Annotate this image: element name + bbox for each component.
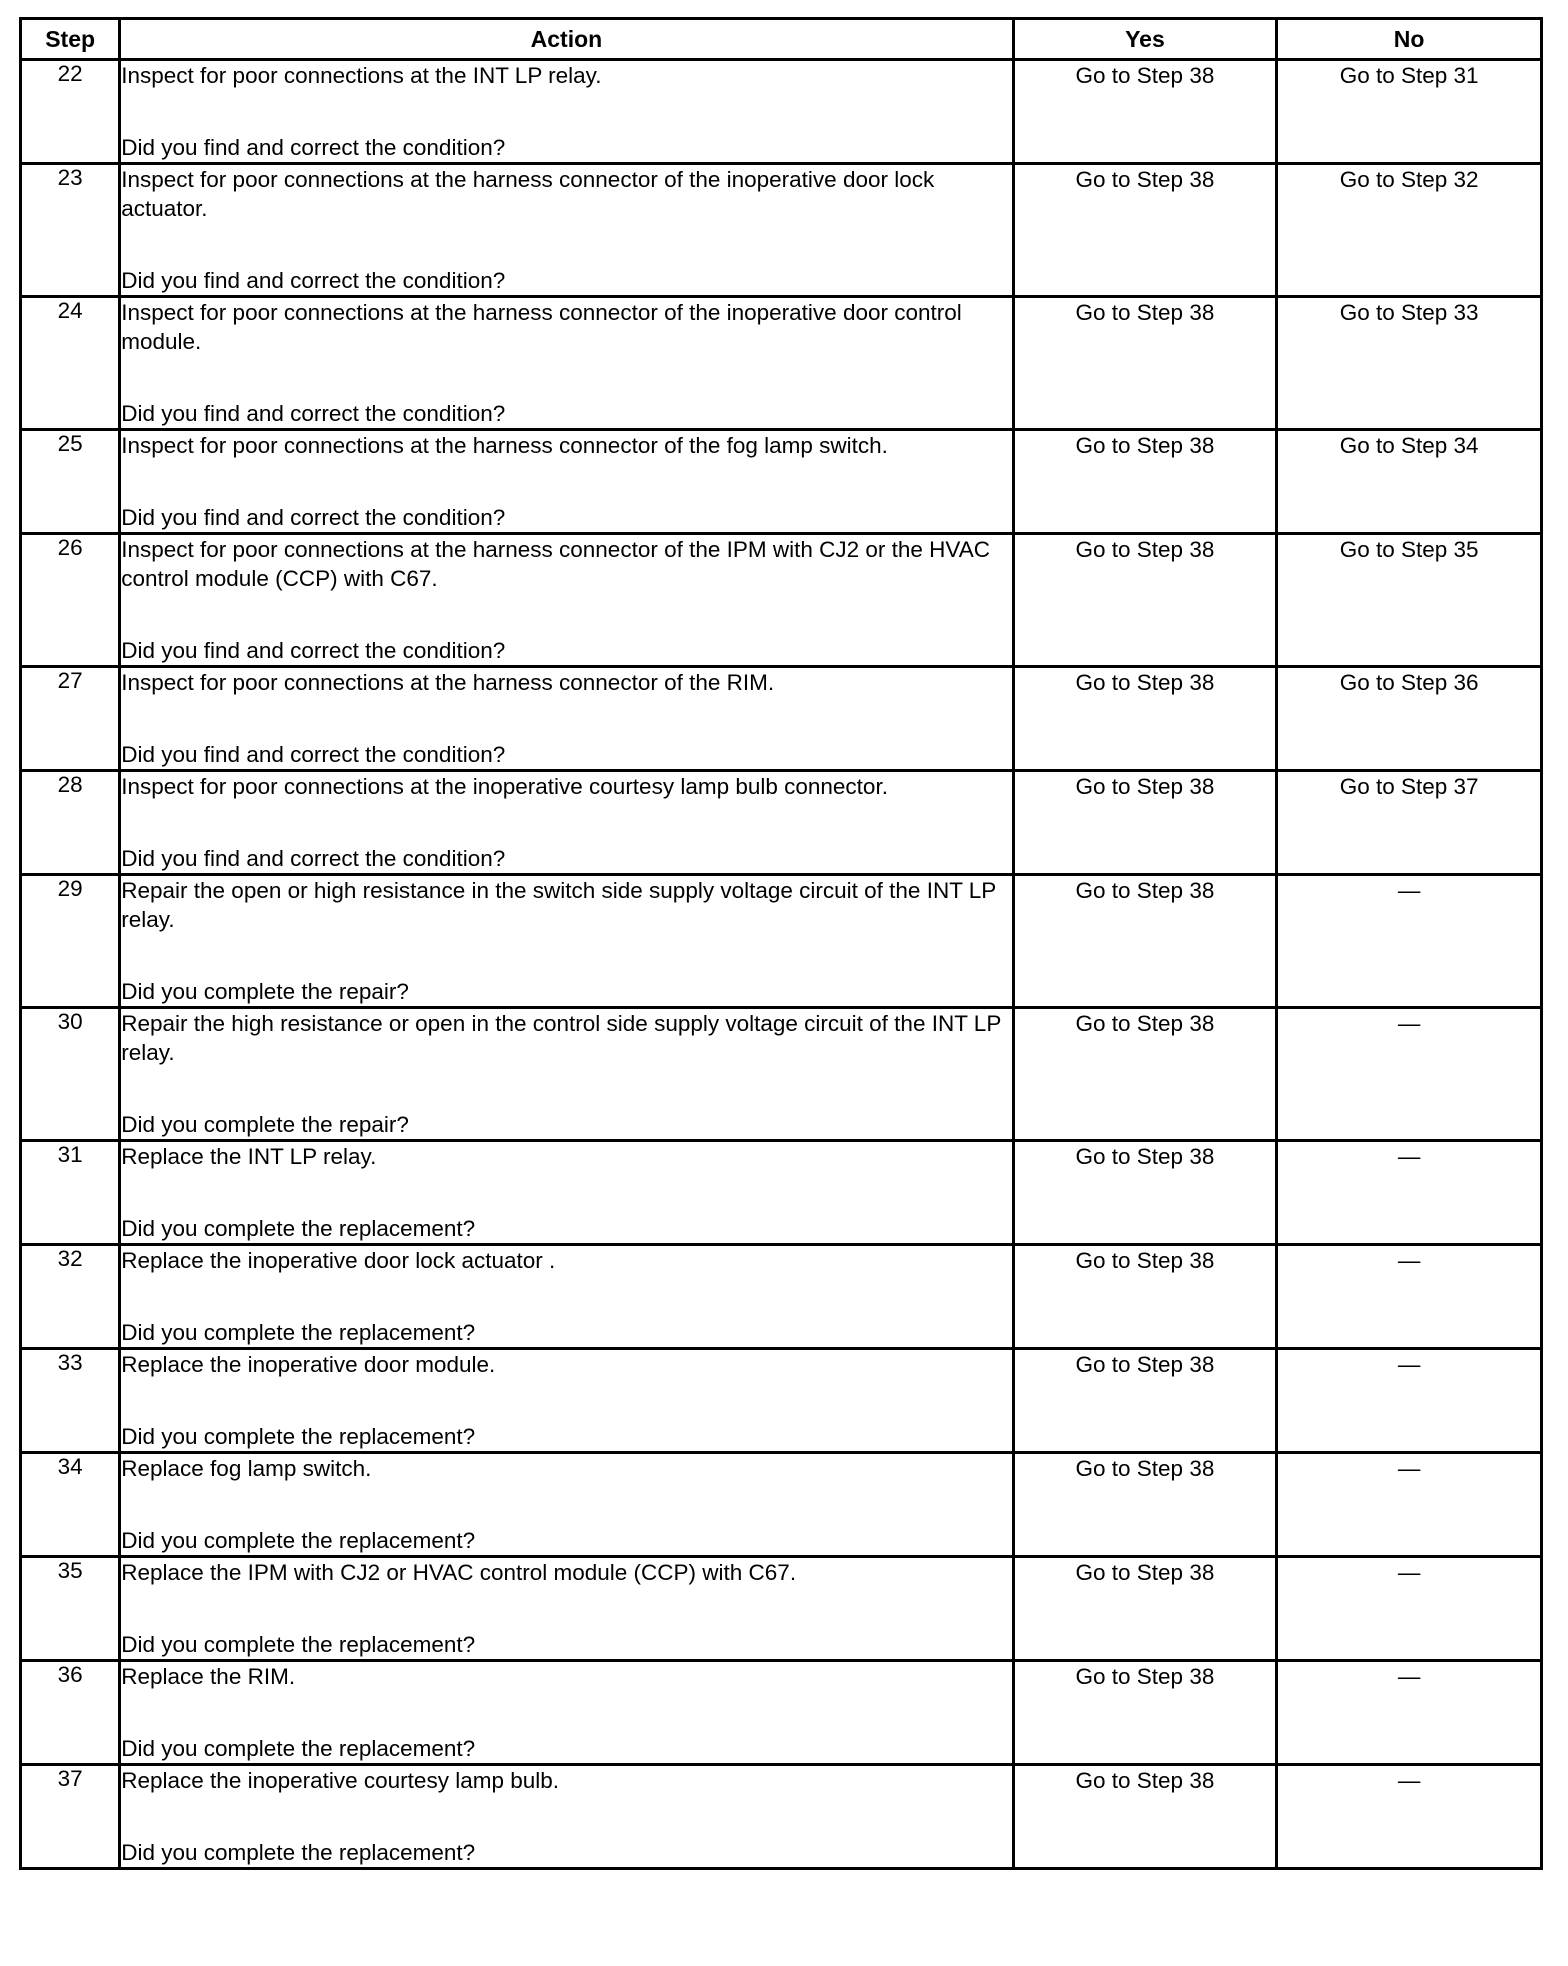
table-row	[21, 164, 1542, 297]
no-result: —	[1277, 875, 1542, 1008]
action-instruction: Replace the RIM.	[121, 1664, 296, 1689]
no-result: —	[1277, 1008, 1542, 1141]
header-step: Step	[21, 19, 120, 60]
action-question: Did you complete the replacement?	[121, 1736, 476, 1761]
yes-result: Go to Step 38	[1013, 1245, 1277, 1349]
table-row	[21, 1453, 1542, 1557]
no-result: Go to Step 37	[1277, 771, 1542, 875]
action-instruction: Replace the inoperative courtesy lamp bulb.	[121, 1768, 560, 1793]
action-instruction: Inspect for poor connections at the harness connector of the RIM.	[121, 670, 775, 695]
action-instruction: Inspect for poor connections at the INT LP relay.	[121, 63, 602, 88]
header-no: No	[1277, 19, 1542, 60]
action-instruction: Inspect for poor connections at the harness connector of the inoperative door control module.	[121, 300, 962, 354]
action-question: Did you find and correct the condition?	[121, 846, 506, 871]
action-instruction: Replace the INT LP relay.	[121, 1144, 377, 1169]
action-cell	[120, 1008, 1013, 1141]
table-row	[21, 1661, 1542, 1765]
action-cell	[120, 1453, 1013, 1557]
step-number: 22	[21, 60, 120, 164]
action-cell	[120, 1557, 1013, 1661]
no-result: —	[1277, 1765, 1542, 1869]
yes-result: Go to Step 38	[1013, 1661, 1277, 1765]
action-cell	[120, 430, 1013, 534]
no-result: Go to Step 36	[1277, 667, 1542, 771]
action-instruction: Repair the open or high resistance in the switch side supply voltage circuit of the INT LP relay.	[121, 878, 996, 932]
action-instruction: Inspect for poor connections at the harness connector of the inoperative door lock actuator.	[121, 167, 935, 221]
table-row	[21, 1349, 1542, 1453]
step-number: 25	[21, 430, 120, 534]
action-question: Did you complete the replacement?	[121, 1840, 476, 1865]
header-row	[21, 19, 1542, 60]
table-row	[21, 667, 1542, 771]
table-row	[21, 1557, 1542, 1661]
table-body	[21, 60, 1542, 1869]
action-cell	[120, 1245, 1013, 1349]
action-cell	[120, 534, 1013, 667]
yes-result: Go to Step 38	[1013, 1349, 1277, 1453]
action-question: Did you complete the replacement?	[121, 1424, 476, 1449]
step-number: 24	[21, 297, 120, 430]
step-number: 28	[21, 771, 120, 875]
action-instruction: Inspect for poor connections at the inoperative courtesy lamp bulb connector.	[121, 774, 888, 799]
no-result: —	[1277, 1349, 1542, 1453]
action-cell	[120, 164, 1013, 297]
action-instruction: Inspect for poor connections at the harness connector of the IPM with CJ2 or the HVAC control module (CCP) with C67.	[121, 537, 991, 591]
action-question: Did you complete the replacement?	[121, 1528, 476, 1553]
no-result: —	[1277, 1661, 1542, 1765]
action-cell	[120, 667, 1013, 771]
action-cell	[120, 875, 1013, 1008]
action-question: Did you find and correct the condition?	[121, 401, 506, 426]
action-question: Did you complete the repair?	[121, 1112, 409, 1137]
no-result: Go to Step 31	[1277, 60, 1542, 164]
yes-result: Go to Step 38	[1013, 297, 1277, 430]
yes-result: Go to Step 38	[1013, 1141, 1277, 1245]
action-cell	[120, 1765, 1013, 1869]
table-row	[21, 1245, 1542, 1349]
action-question: Did you find and correct the condition?	[121, 268, 506, 293]
action-cell	[120, 1349, 1013, 1453]
action-instruction: Replace the inoperative door module.	[121, 1352, 496, 1377]
yes-result: Go to Step 38	[1013, 875, 1277, 1008]
header-action: Action	[120, 19, 1013, 60]
step-number: 33	[21, 1349, 120, 1453]
action-question: Did you complete the repair?	[121, 979, 409, 1004]
step-number: 23	[21, 164, 120, 297]
action-instruction: Replace the inoperative door lock actuator .	[121, 1248, 556, 1273]
step-number: 35	[21, 1557, 120, 1661]
table-row	[21, 1765, 1542, 1869]
table-row	[21, 1141, 1542, 1245]
no-result: —	[1277, 1141, 1542, 1245]
table-row	[21, 771, 1542, 875]
step-number: 27	[21, 667, 120, 771]
table-row	[21, 875, 1542, 1008]
action-question: Did you find and correct the condition?	[121, 638, 506, 663]
yes-result: Go to Step 38	[1013, 1765, 1277, 1869]
yes-result: Go to Step 38	[1013, 60, 1277, 164]
action-instruction: Replace fog lamp switch.	[121, 1456, 372, 1481]
header-yes: Yes	[1013, 19, 1277, 60]
table-row	[21, 60, 1542, 164]
action-instruction: Replace the IPM with CJ2 or HVAC control module (CCP) with C67.	[121, 1560, 797, 1585]
action-question: Did you find and correct the condition?	[121, 505, 506, 530]
action-cell	[120, 1661, 1013, 1765]
action-question: Did you find and correct the condition?	[121, 135, 506, 160]
no-result: —	[1277, 1245, 1542, 1349]
no-result: Go to Step 33	[1277, 297, 1542, 430]
step-number: 36	[21, 1661, 120, 1765]
table-row	[21, 297, 1542, 430]
action-question: Did you complete the replacement?	[121, 1216, 476, 1241]
table-row	[21, 534, 1542, 667]
yes-result: Go to Step 38	[1013, 534, 1277, 667]
action-question: Did you find and correct the condition?	[121, 742, 506, 767]
action-cell	[120, 297, 1013, 430]
yes-result: Go to Step 38	[1013, 1557, 1277, 1661]
action-cell	[120, 771, 1013, 875]
step-number: 30	[21, 1008, 120, 1141]
action-cell	[120, 60, 1013, 164]
yes-result: Go to Step 38	[1013, 667, 1277, 771]
no-result: Go to Step 35	[1277, 534, 1542, 667]
step-number: 32	[21, 1245, 120, 1349]
no-result: —	[1277, 1453, 1542, 1557]
action-cell	[120, 1141, 1013, 1245]
yes-result: Go to Step 38	[1013, 430, 1277, 534]
yes-result: Go to Step 38	[1013, 1008, 1277, 1141]
no-result: —	[1277, 1557, 1542, 1661]
table-row	[21, 430, 1542, 534]
table-row	[21, 1008, 1542, 1141]
no-result: Go to Step 34	[1277, 430, 1542, 534]
yes-result: Go to Step 38	[1013, 1453, 1277, 1557]
step-number: 29	[21, 875, 120, 1008]
action-question: Did you complete the replacement?	[121, 1320, 476, 1345]
step-number: 37	[21, 1765, 120, 1869]
action-instruction: Repair the high resistance or open in the control side supply voltage circuit of the INT LP relay.	[121, 1011, 1001, 1065]
step-number: 34	[21, 1453, 120, 1557]
yes-result: Go to Step 38	[1013, 164, 1277, 297]
action-instruction: Inspect for poor connections at the harness connector of the fog lamp switch.	[121, 433, 888, 458]
diagnostic-table	[19, 17, 1543, 1870]
step-number: 26	[21, 534, 120, 667]
action-question: Did you complete the replacement?	[121, 1632, 476, 1657]
step-number: 31	[21, 1141, 120, 1245]
yes-result: Go to Step 38	[1013, 771, 1277, 875]
no-result: Go to Step 32	[1277, 164, 1542, 297]
